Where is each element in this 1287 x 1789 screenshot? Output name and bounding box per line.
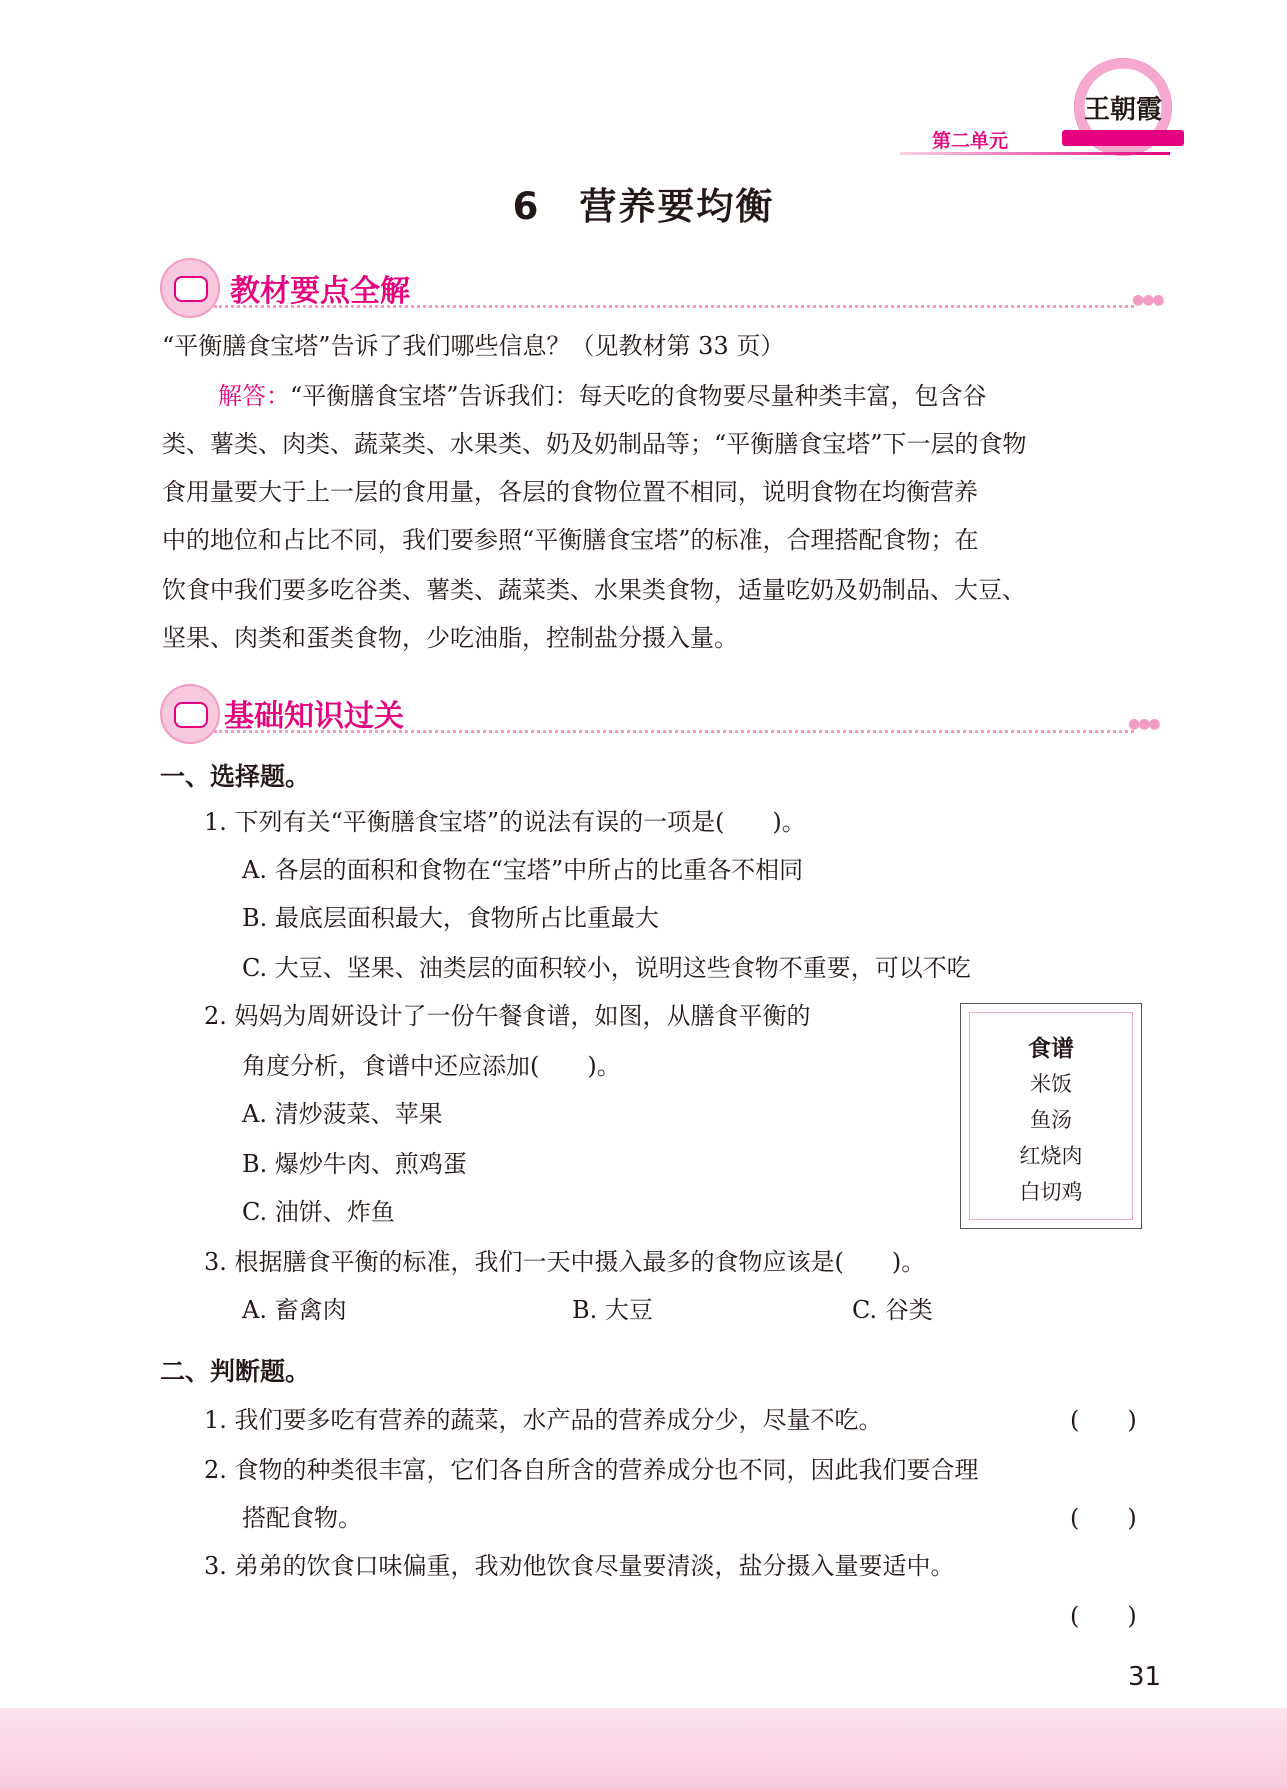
section1-dots: ●●● <box>1132 292 1163 308</box>
menu-figure <box>960 1003 1142 1229</box>
section-mascot-icon <box>160 258 220 318</box>
answer-line-5: 饮食中我们要多吃谷类、薯类、蔬菜类、水果类食物，适量吃奶及奶制品、大豆、 <box>162 576 1026 604</box>
menu-item: 鱼汤 <box>1030 1108 1072 1132</box>
q3-option-a: A. 畜禽肉 <box>242 1296 347 1324</box>
j3-answer-parens: ( ) <box>1070 1602 1137 1630</box>
logo-ribbon <box>1062 130 1184 146</box>
bottom-decoration-band <box>0 1708 1287 1789</box>
section1-title: 教材要点全解 <box>230 274 410 309</box>
section-mascot-icon <box>160 684 220 744</box>
unit-label: 第二单元 <box>932 130 1009 152</box>
j1-text: 1. 我们要多吃有营养的蔬菜，水产品的营养成分少，尽量不吃。 <box>204 1406 883 1434</box>
q2-option-c: C. 油饼、炸鱼 <box>242 1198 395 1226</box>
answer-line-2: 类、薯类、肉类、蔬菜类、水果类、奶及奶制品等；“平衡膳食宝塔”下一层的食物 <box>162 430 1027 458</box>
answer-text-1: “平衡膳食宝塔”告诉我们：每天吃的食物要尽量种类丰富，包含谷 <box>290 382 987 410</box>
q1-option-c: C. 大豆、坚果、油类层的面积较小，说明这些食物不重要，可以不吃 <box>242 954 971 982</box>
section2-divider <box>214 730 1134 733</box>
j1-answer-parens: ( ) <box>1070 1406 1137 1434</box>
textbook-question: “平衡膳食宝塔”告诉了我们哪些信息？（见教材第 33 页） <box>162 332 785 360</box>
q3-option-b: B. 大豆 <box>572 1296 653 1324</box>
q2-stem-line1: 2. 妈妈为周妍设计了一份午餐食谱，如图，从膳食平衡的 <box>204 1002 811 1030</box>
q3-stem: 3. 根据膳食平衡的标准，我们一天中摄入最多的食物应该是( )。 <box>204 1248 926 1276</box>
q1-option-b: B. 最底层面积最大，食物所占比重最大 <box>242 904 659 932</box>
page-number: 31 <box>1128 1662 1162 1692</box>
q3-option-c: C. 谷类 <box>852 1296 933 1324</box>
q1-option-a: A. 各层的面积和食物在“宝塔”中所占的比重各不相同 <box>242 856 804 884</box>
j3-line1: 3. 弟弟的饮食口味偏重，我劝他饮食尽量要清淡，盐分摄入量要适中。 <box>204 1552 955 1580</box>
answer-line-3: 食用量要大于上一层的食用量，各层的食物位置不相同，说明食物在均衡营养 <box>162 478 978 506</box>
j2-answer-parens: ( ) <box>1070 1504 1137 1532</box>
j2-line2: 搭配食物。 <box>242 1504 362 1532</box>
q1-stem: 1. 下列有关“平衡膳食宝塔”的说法有误的一项是( )。 <box>204 808 806 836</box>
menu-item: 红烧肉 <box>1019 1144 1083 1168</box>
section1-divider <box>214 305 1134 308</box>
section2-title: 基础知识过关 <box>224 699 404 734</box>
menu-item: 白切鸡 <box>1019 1180 1083 1204</box>
q2-option-b: B. 爆炒牛肉、煎鸡蛋 <box>242 1150 467 1178</box>
answer-line-1 <box>218 372 987 420</box>
answer-label: 解答： <box>218 382 290 410</box>
logo-text: 王朝霞 <box>1083 94 1162 125</box>
part2-title: 二、判断题。 <box>160 1357 311 1386</box>
answer-line-4: 中的地位和占比不同，我们要参照“平衡膳食宝塔”的标准，合理搭配食物；在 <box>162 526 979 554</box>
menu-title: 食谱 <box>1028 1036 1074 1062</box>
q2-option-a: A. 清炒菠菜、苹果 <box>242 1100 443 1128</box>
q2-stem-line2: 角度分析，食谱中还应添加( )。 <box>242 1052 621 1080</box>
menu-item: 米饭 <box>1030 1072 1072 1096</box>
page-title: 6 营养要均衡 <box>512 185 775 228</box>
answer-line-6: 坚果、肉类和蛋类食物，少吃油脂，控制盐分摄入量。 <box>162 624 738 652</box>
unit-underline <box>900 152 1170 155</box>
section2-dots: ●●● <box>1128 716 1159 732</box>
j2-line1: 2. 食物的种类很丰富，它们各自所含的营养成分也不同，因此我们要合理 <box>204 1456 979 1484</box>
part1-title: 一、选择题。 <box>160 762 311 791</box>
